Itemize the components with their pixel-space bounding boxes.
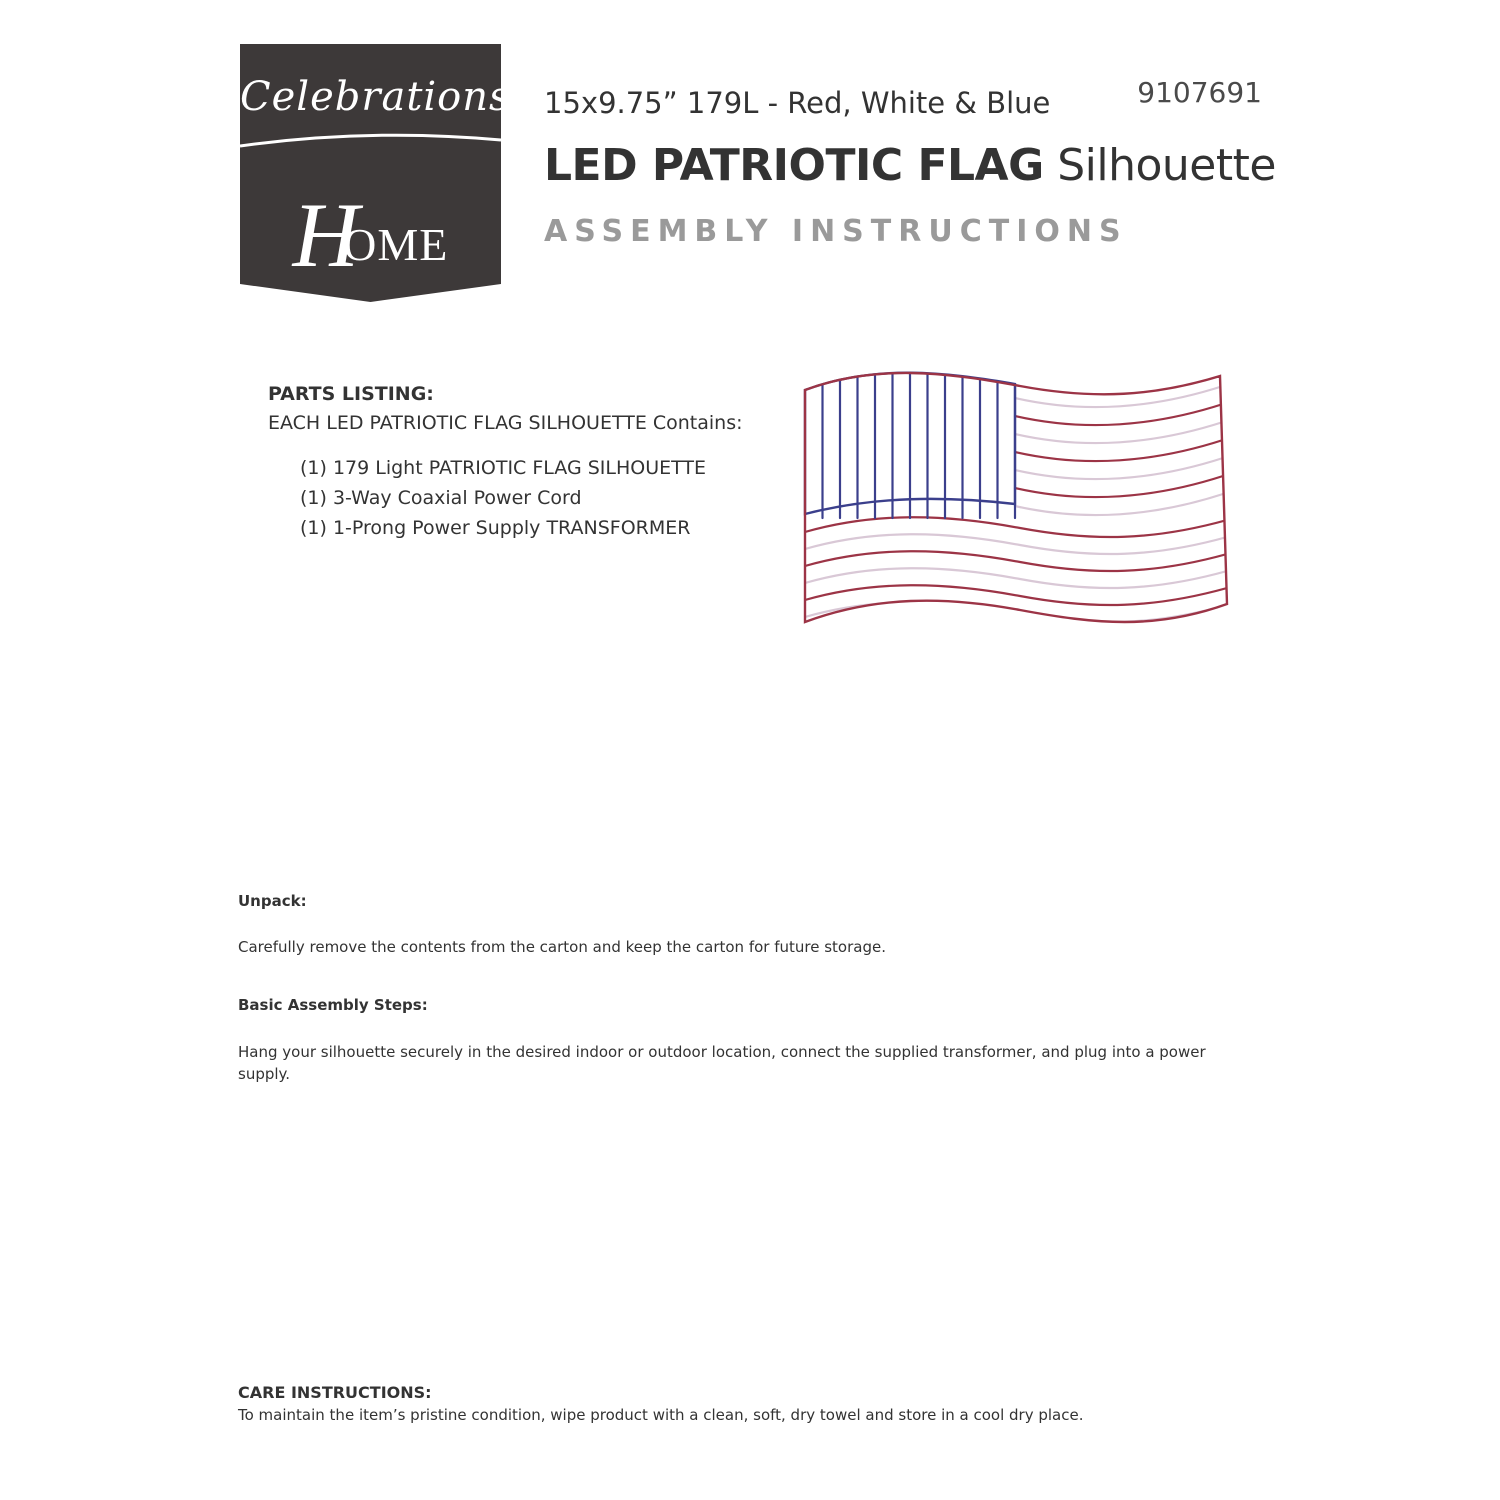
product-sku: 9107691 [1137, 76, 1262, 109]
product-title [544, 140, 1276, 191]
brand-logo [240, 44, 511, 302]
product-title-bold: LED PATRIOTIC FLAG [544, 140, 1044, 191]
flag-stripe [805, 534, 1227, 554]
parts-list [300, 453, 706, 543]
unpack-text: Carefully remove the contents from the carton and keep the carton for future storage. [238, 938, 886, 956]
unpack-heading: Unpack: [238, 892, 307, 910]
care-text: To maintain the item’s pristine condition, wipe product with a clean, soft, dry towel and store in a cool dry place. [238, 1406, 1084, 1424]
logo-rest: OME [343, 219, 449, 270]
assembly-text: Hang your silhouette securely in the desired indoor or outdoor location, connect the supplied transformer, and plug into a power supply. [238, 1043, 1206, 1083]
assembly-heading: Basic Assembly Steps: [238, 996, 428, 1014]
list-item: (1) 1-Prong Power Supply TRANSFORMER [300, 517, 691, 539]
logo-wordmark-top: Celebrations [240, 74, 511, 120]
care-heading: CARE INSTRUCTIONS: [238, 1383, 432, 1402]
flag-upper-stripes [1015, 386, 1223, 515]
parts-heading: PARTS LISTING: [268, 383, 434, 405]
document-type: ASSEMBLY INSTRUCTIONS [544, 214, 1128, 249]
flag-stripe [805, 568, 1227, 588]
flag-silhouette-icon [795, 368, 1240, 630]
product-subtitle: 15x9.75” 179L - Red, White & Blue [544, 86, 1051, 120]
flag-stripe [805, 517, 1227, 537]
flag-stripe [805, 585, 1227, 605]
product-title-rest: Silhouette [1043, 140, 1276, 191]
flag-stripe [805, 551, 1227, 571]
list-item: (1) 3-Way Coaxial Power Cord [300, 487, 582, 509]
flag-canton-lines [823, 368, 1016, 518]
logo-wordmark-bottom [240, 182, 501, 288]
parts-intro: EACH LED PATRIOTIC FLAG SILHOUETTE Contains: [268, 412, 743, 434]
logo-initial: H [292, 184, 360, 286]
list-item: (1) 179 Light PATRIOTIC FLAG SILHOUETTE [300, 457, 707, 479]
